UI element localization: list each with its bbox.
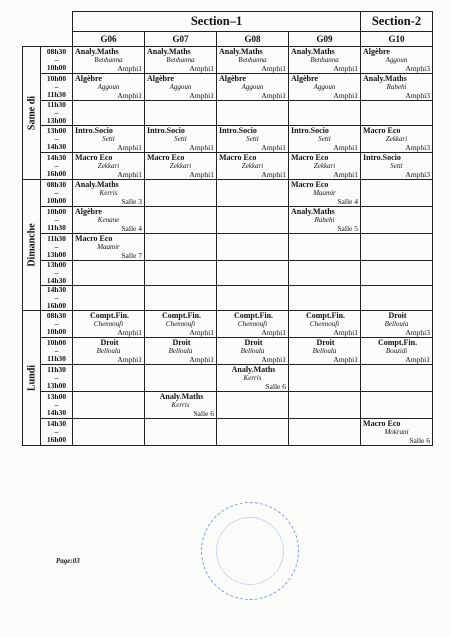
empty-cell [73, 101, 145, 126]
course-cell: Analy.Maths Benhanna Amphi1 [73, 47, 145, 74]
empty-cell [361, 101, 433, 126]
course-cell: Analy.Maths Benhanna Amphi1 [289, 47, 361, 74]
section-2-header: Section-2 [361, 12, 433, 32]
group-header: G06 [73, 32, 145, 47]
empty-cell [289, 419, 361, 446]
day-label-monday: Lundi [23, 311, 41, 446]
empty-cell [217, 180, 289, 207]
course-cell: Analy.Maths Benhanna Amphi1 [217, 47, 289, 74]
course-cell: Macro Eco Zekkari Amphi1 [289, 153, 361, 180]
section-1-header: Section–1 [73, 12, 361, 32]
time-slot: 13h00 – 14h30 [41, 261, 73, 286]
course-cell: Algèbre Aggoun Amphi3 [361, 47, 433, 74]
course-cell: Macro Eco Zekkari Amphi1 [73, 153, 145, 180]
page-number: Page:03 [56, 557, 80, 565]
empty-cell [361, 365, 433, 392]
time-slot: 14h30 – 16h00 [41, 286, 73, 311]
time-slot: 11h30 – 13h00 [41, 234, 73, 261]
course-cell: Algèbre Aggoun Amphi1 [289, 74, 361, 101]
time-slot: 08h30 – 10h00 [41, 311, 73, 338]
empty-cell [289, 261, 361, 286]
course-cell: Droit Belloula Amphi1 [217, 338, 289, 365]
course-cell: Macro Eco Maamir Salle 7 [73, 234, 145, 261]
empty-cell [73, 392, 145, 419]
empty-cell [289, 392, 361, 419]
time-slot: 14h30 – 16h00 [41, 419, 73, 446]
empty-cell [145, 180, 217, 207]
empty-cell [145, 234, 217, 261]
course-cell: Droit Belloula Amphi1 [73, 338, 145, 365]
empty-cell [145, 207, 217, 234]
empty-cell [73, 365, 145, 392]
time-slot: 14h30 – 16h00 [41, 153, 73, 180]
course-cell: Analy.Maths Kerris Salle 6 [217, 365, 289, 392]
group-header: G07 [145, 32, 217, 47]
course-cell: Compt.Fin. Bouzidi Amphi1 [361, 338, 433, 365]
time-slot: 08h30 – 10h00 [41, 47, 73, 74]
empty-cell [289, 234, 361, 261]
empty-cell [217, 286, 289, 311]
time-slot: 11h30 – 13h00 [41, 365, 73, 392]
course-cell: Macro Eco Maamir Salle 4 [289, 180, 361, 207]
empty-cell [217, 101, 289, 126]
official-stamp-inner-ring [216, 517, 284, 585]
group-header: G08 [217, 32, 289, 47]
course-cell: Analy.Maths Kerris Salle 3 [73, 180, 145, 207]
course-cell: Compt.Fin. Chennoufi Amphi1 [217, 311, 289, 338]
course-cell: Algèbre Aggoun Amphi1 [145, 74, 217, 101]
course-cell: Analy.Maths Rabehi Amphi3 [361, 74, 433, 101]
course-cell: Algèbre Aggoun Amphi1 [217, 74, 289, 101]
course-cell: Intro.Socio Setti Amphi1 [289, 126, 361, 153]
empty-cell [217, 392, 289, 419]
group-header: G10 [361, 32, 433, 47]
empty-cell [361, 180, 433, 207]
course-cell: Intro.Socio Setti Amphi1 [145, 126, 217, 153]
time-slot: 10h00 – 11h30 [41, 74, 73, 101]
course-cell: Compt.Fin. Chennoufi Amphi1 [73, 311, 145, 338]
course-cell: Intro.Socio Setti Amphi1 [73, 126, 145, 153]
time-slot: 11h30 – 13h00 [41, 101, 73, 126]
empty-cell [289, 286, 361, 311]
course-cell: Analy.Maths Rabehi Salle 5 [289, 207, 361, 234]
course-cell: Intro.Socio Setti Amphi3 [361, 153, 433, 180]
empty-cell [145, 419, 217, 446]
time-slot: 13h00 – 14h30 [41, 392, 73, 419]
empty-cell [361, 286, 433, 311]
empty-cell [145, 261, 217, 286]
group-header: G09 [289, 32, 361, 47]
empty-cell [361, 234, 433, 261]
empty-cell [73, 286, 145, 311]
course-cell: Macro Eco Zekkari Amphi1 [145, 153, 217, 180]
time-slot: 08h30 – 10h00 [41, 180, 73, 207]
empty-cell [145, 365, 217, 392]
empty-cell [73, 261, 145, 286]
course-cell: Macro Eco Zekkari Amphi1 [217, 153, 289, 180]
course-cell: Macro Eco Mokrani Salle 6 [361, 419, 433, 446]
empty-cell [289, 101, 361, 126]
timetable [22, 11, 433, 446]
course-cell: Algèbre Kenane Salle 4 [73, 207, 145, 234]
empty-cell [217, 207, 289, 234]
empty-cell [361, 261, 433, 286]
course-cell: Algèbre Aggoun Amphi1 [73, 74, 145, 101]
course-cell: Compt.Fin. Chennoufi Amphi1 [145, 311, 217, 338]
empty-cell [289, 365, 361, 392]
empty-cell [361, 207, 433, 234]
course-cell: Droit Belloula Amphi1 [145, 338, 217, 365]
time-slot: 10h00 – 11h30 [41, 338, 73, 365]
empty-cell [217, 261, 289, 286]
day-label-saturday: Same di [23, 47, 41, 180]
empty-cell [217, 419, 289, 446]
time-slot: 13h00 – 14h30 [41, 126, 73, 153]
empty-cell [361, 392, 433, 419]
course-cell: Macro Eco Zekkari Amphi3 [361, 126, 433, 153]
course-cell: Intro.Socio Setti Amphi1 [217, 126, 289, 153]
course-cell: Droit Belloula Amphi1 [289, 338, 361, 365]
time-slot: 10h00 – 11h30 [41, 207, 73, 234]
empty-cell [145, 101, 217, 126]
course-cell: Droit Belloula Amphi3 [361, 311, 433, 338]
empty-cell [145, 286, 217, 311]
day-label-sunday: Dimanche [23, 180, 41, 311]
course-cell: Compt.Fin. Chennoufi Amphi1 [289, 311, 361, 338]
course-cell: Analy.Maths Benhanna Amphi1 [145, 47, 217, 74]
empty-cell [217, 234, 289, 261]
course-cell: Analy.Maths Kerris Salle 6 [145, 392, 217, 419]
empty-cell [73, 419, 145, 446]
